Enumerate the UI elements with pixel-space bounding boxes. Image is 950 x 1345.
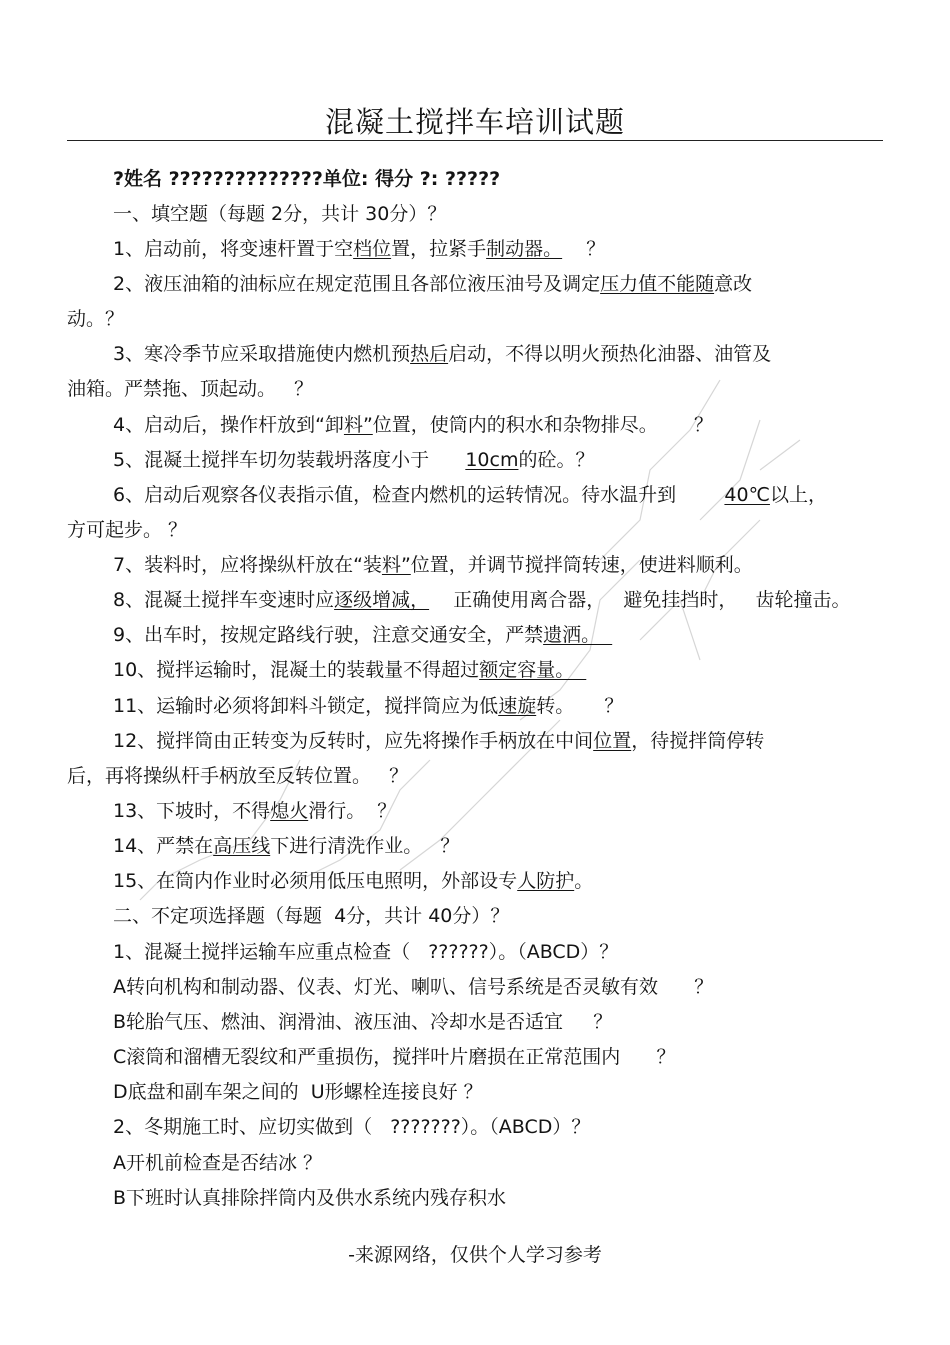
fill-question-4: 4、启动后，操作杆放到“卸料”位置，使筒内的积水和杂物排尽。 ？ (113, 414, 714, 436)
fill-question-14: 14、严禁在高压线下进行清洗作业。 ？ (113, 835, 460, 857)
header-info: ?姓名 ??????????????单位: 得分 ?: ????? (113, 168, 501, 190)
choice-option-a: A开机前检查是否结冰 ？ (113, 1152, 323, 1174)
fill-question-10: 10、搅拌运输时，混凝土的装载量不得超过额定容量。 (113, 659, 587, 681)
fill-question-7: 7、装料时，应将操纵杆放在“装料”位置，并调节搅拌筒转速，使进料顺利。 (113, 554, 753, 576)
fill-question-13: 13、下坡时，不得熄火滑行。 ？ (113, 800, 397, 822)
fill-question-12: 12、搅拌筒由正转变为反转时，应先将操作手柄放在中间位置，待搅拌筒停转 (113, 730, 765, 752)
fill-question-3: 3、寒冷季节应采取措施使内燃机预热后启动，不得以明火预热化油器、油管及 (113, 343, 772, 365)
choice-question-2: 2、冬期施工时、应切实做到（ ???????）。（ABCD）？ (113, 1116, 591, 1138)
choice-option-c: C滚筒和溜槽无裂纹和严重损伤，搅拌叶片磨损在正常范围内 ？ (113, 1046, 676, 1068)
fill-question-9: 9、出车时，按规定路线行驶，注意交通安全，严禁遗洒。 (113, 624, 613, 646)
fill-question-6: 6、启动后观察各仪表指示值，检查内燃机的运转情况。待水温升到 40℃以上， (113, 484, 827, 506)
page-title: 混凝土搅拌车培训试题 (324, 105, 625, 139)
choice-option-d: D底盘和副车架之间的 U形螺栓连接良好 ？ (113, 1081, 483, 1103)
title-rule (67, 140, 883, 141)
page-footer: -来源网络，仅供个人学习参考 (348, 1244, 602, 1266)
section1-heading: 一、填空题（每题 2分，共计 30分）？ (113, 203, 447, 225)
section2-heading: 二、不定项选择题（每题 4分，共计 40分）？ (113, 905, 510, 927)
fill-question-8: 8、混凝土搅拌车变速时应逐级增减， 正确使用离合器， 避免挂挡时， 齿轮撞击。 (113, 589, 851, 611)
fill-question-3-cont: 油箱。严禁拖、顶起动。 ？ (67, 378, 314, 400)
fill-question-6-cont: 方可起步。 ？ (67, 519, 188, 541)
choice-question-1: 1、混凝土搅拌运输车应重点检查（ ??????）。（ABCD）？ (113, 941, 619, 963)
fill-question-11: 11、运输时必须将卸料斗锁定，搅拌筒应为低速旋转。 ？ (113, 695, 624, 717)
fill-question-12-cont: 后，再将操纵杆手柄放至反转位置。 ？ (67, 765, 409, 787)
choice-option-b: B下班时认真排除拌筒内及供水系统内残存积水 (113, 1187, 507, 1209)
choice-option-b: B轮胎气压、燃油、润滑油、液压油、冷却水是否适宜 ？ (113, 1011, 613, 1033)
fill-question-15: 15、在筒内作业时必须用低压电照明，外部设专人防护。 (113, 870, 594, 892)
fill-question-1: 1、启动前，将变速杆置于空档位置，拉紧手制动器。 ？ (113, 238, 606, 260)
fill-question-5: 5、混凝土搅拌车切勿装载坍落度小于 10cm的砼。？ (113, 449, 595, 471)
fill-question-2: 2、液压油箱的油标应在规定范围且各部位液压油号及调定压力值不能随意改 (113, 273, 753, 295)
choice-option-a: A转向机构和制动器、仪表、灯光、喇叭、信号系统是否灵敏有效 ？ (113, 976, 714, 998)
fill-question-2-cont: 动。？ (67, 308, 125, 330)
